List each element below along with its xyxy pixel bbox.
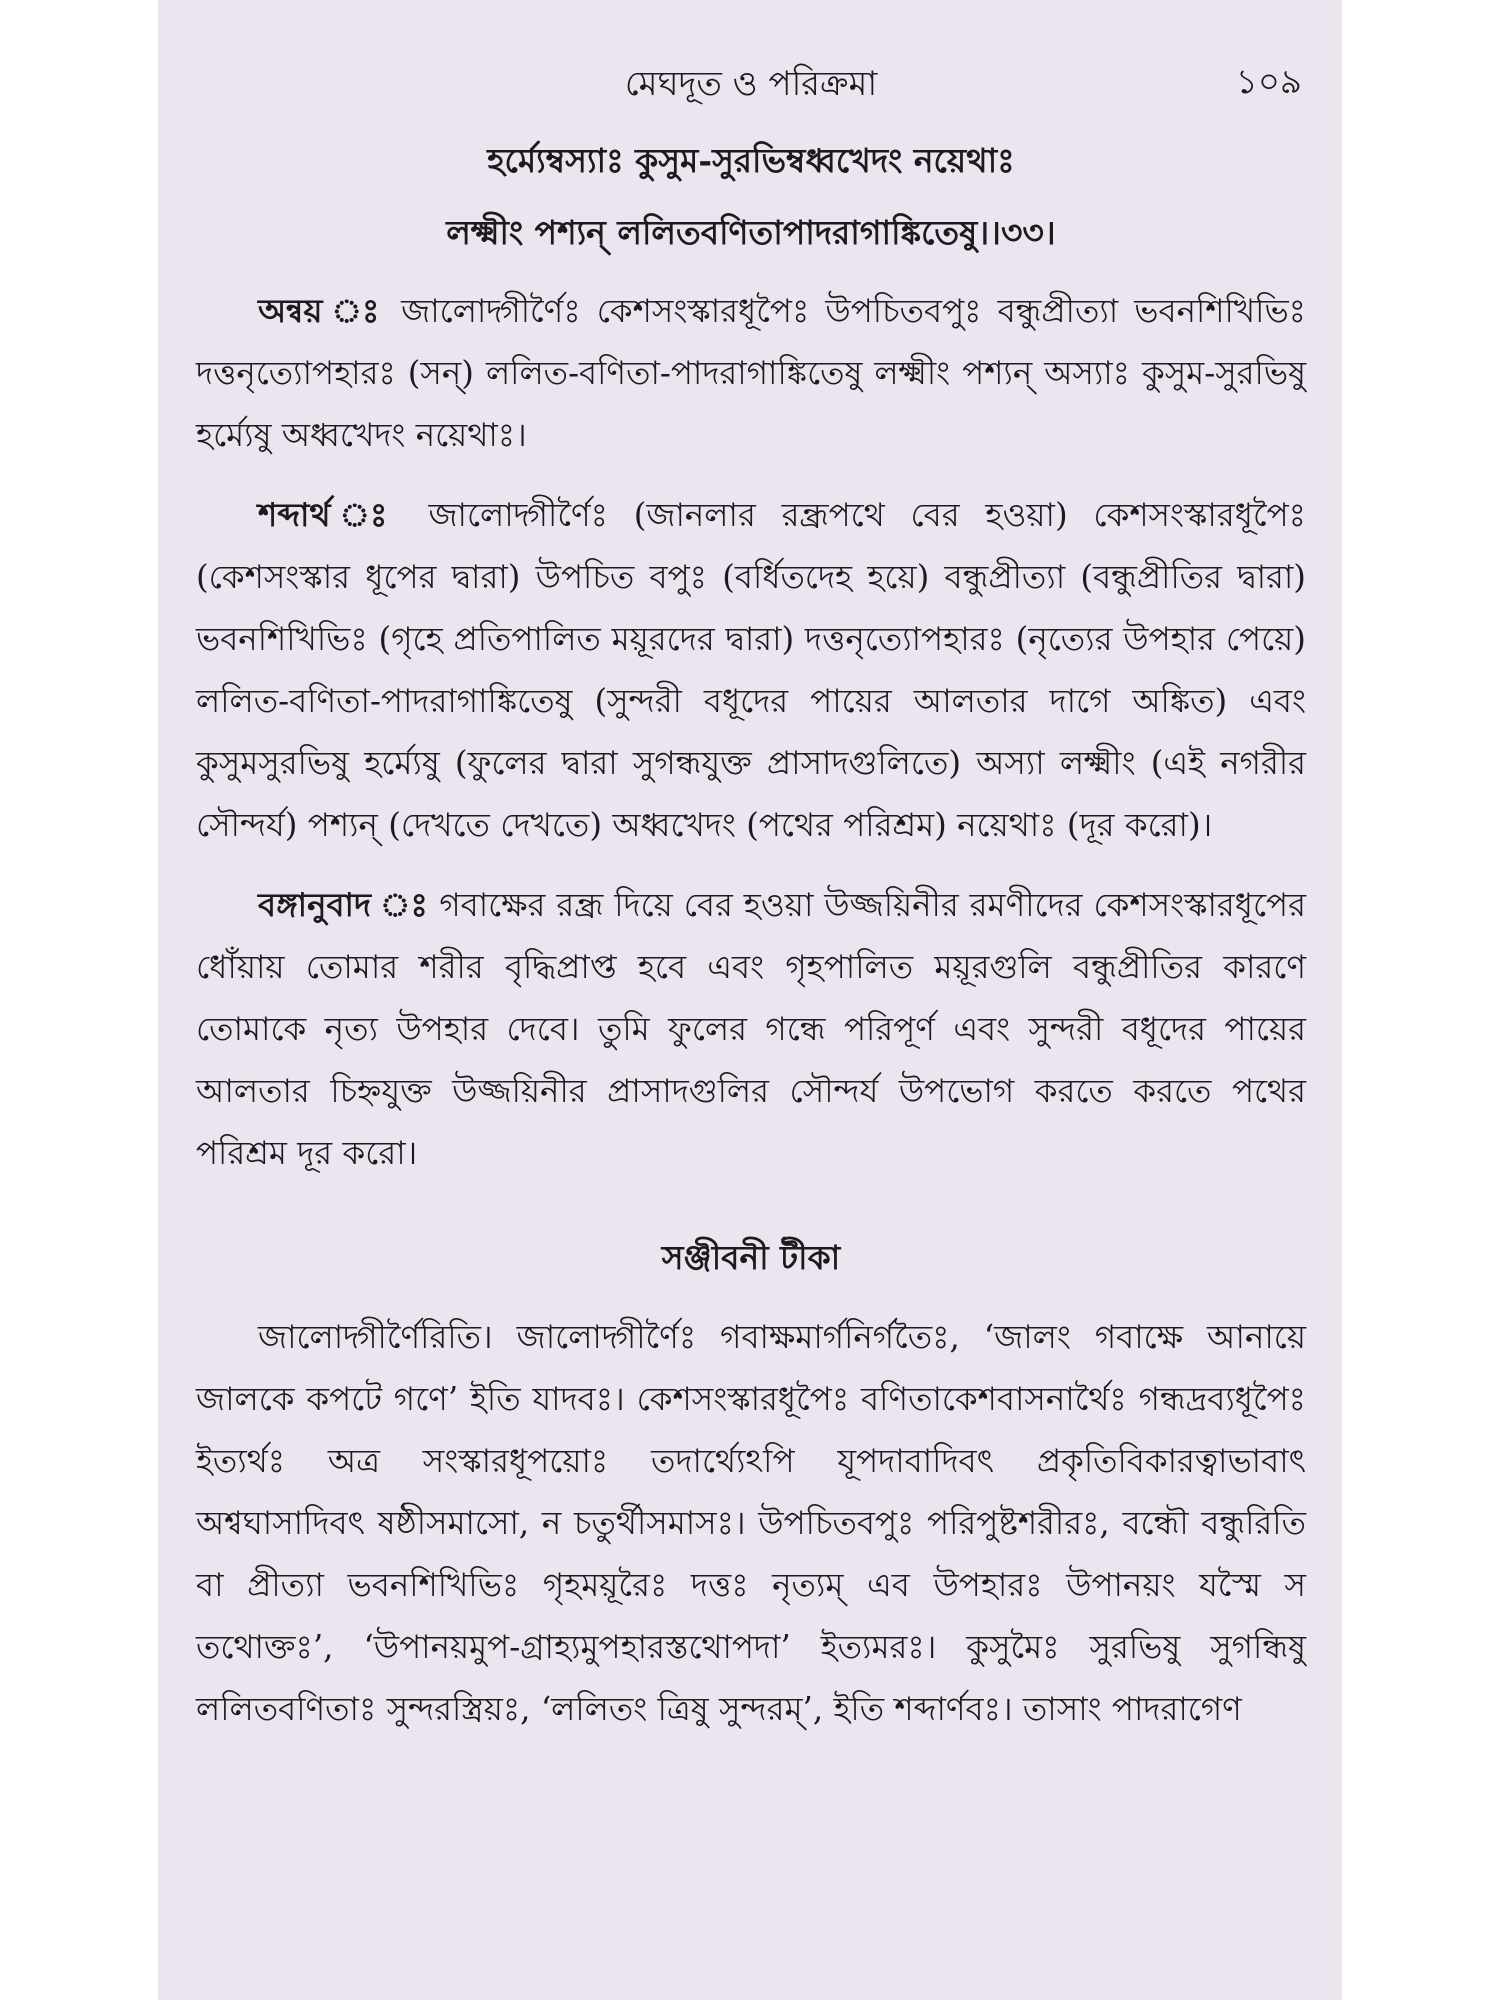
verse-line-1: হর্ম্যেম্বস্যাঃ কুসুম-সুরভিম্বধ্বখেদং নয়েথাঃ — [487, 141, 1015, 180]
translation-paragraph — [196, 874, 1306, 1184]
running-title: মেঘদূত ও পরিক্রমা — [624, 64, 878, 104]
page-number: ১০৯ — [1235, 62, 1302, 102]
translation-term: বঙ্গানুবাদ ঃ — [258, 885, 429, 924]
commentary-text: জালোদ্গীর্ণৈরিতি। জালোদ্গীর্ণৈঃ গবাক্ষমার্গনির্গতৈঃ, ‘জালং গবাক্ষে আনায়ে জালকে কপটে গণে’ ইতি যাদবঃ। কেশসংস্কারধূপৈঃ বণিতাকেশবাসনার্থৈঃ গন্ধদ্রব্যধূপৈঃ ইত্যর্থঃ অত্র সংস্কারধূপয়োঃ তদার্থ্যেঽপি যূপদাবাদিবৎ প্রকৃতিবিকারত্বাভাবাৎ অশ্বঘাসাদিবৎ ষষ্ঠীসমাসো, ন চতুর্থীসমাসঃ। উপচিতবপুঃ পরিপুষ্টশরীরঃ, বন্ধৌ বন্ধুরিতি বা প্রীত্যা ভবনশিখিভিঃ গৃহময়ূরৈঃ দত্তঃ নৃত্যম্ এব উপহারঃ উপানয়ং যস্মৈ স তথোক্তঃ’, ‘উপানয়মুপ-গ্রাহ্যমুপহারস্তথোপদা’ ইত্যমরঃ। কুসুমৈঃ সুরভিষু সুগন্ধিষু ললিতবণিতাঃ সুন্দরস্ত্রিয়ঃ, ‘ললিতং ত্রিষু সুন্দরম্’, ইতি শব্দার্ণবঃ। তাসাং পাদরাগেণ — [196, 1318, 1306, 1728]
anvaya-paragraph — [196, 280, 1306, 466]
anvaya-text: জালোদ্গীর্ণৈঃ কেশসংস্কারধূপৈঃ উপচিতবপুঃ বন্ধুপ্রীত্যা ভবনশিখিভিঃ দত্তনৃত্যোপহারঃ (সন্) ললিত-বণিতা-পাদরাগাঙ্কিতেষু লক্ষ্মীং পশ্যন্ অস্যাঃ কুসুম-সুরভিষু হর্ম্যেষু অধ্বখেদং নয়েথাঃ। — [196, 292, 1306, 454]
commentary-paragraph — [196, 1306, 1306, 1740]
shabdartha-paragraph — [196, 484, 1306, 856]
shabdartha-term: শব্দার্থ ঃ — [258, 495, 403, 534]
verse-line-2: লক্ষ্মীং পশ্যন্ ললিতবণিতাপাদরাগাঙ্কিতেষু।।৩৩। — [446, 213, 1056, 252]
translation-text: গবাক্ষের রন্ধ্র দিয়ে বের হওয়া উজ্জয়িনীর রমণীদের কেশসংস্কারধূপের ধোঁয়ায় তোমার শরীর বৃদ্ধিপ্রাপ্ত হবে এবং গৃহপালিত ময়ূরগুলি বন্ধুপ্রীতির কারণে তোমাকে নৃত্য উপহার দেবে। তুমি ফুলের গন্ধে পরিপূর্ণ এবং সুন্দরী বধূদের পায়ের আলতার চিহ্নযুক্ত উজ্জয়িনীর প্রাসাদগুলির সৌন্দর্য উপভোগ করতে করতে পথের পরিশ্রম দূর করো। — [196, 886, 1306, 1172]
anvaya-term: অন্বয় ঃ — [258, 291, 386, 330]
book-page — [158, 0, 1342, 2000]
running-head — [196, 58, 1306, 118]
shabdartha-text: জালোদ্গীর্ণৈঃ (জানলার রন্ধ্রপথে বের হওয়া) কেশসংস্কারধূপৈঃ (কেশসংস্কার ধূপের দ্বারা) উপচিত বপুঃ (বর্ধিতদেহ হয়ে) বন্ধুপ্রীত্যা (বন্ধুপ্রীতির দ্বারা) ভবনশিখিভিঃ (গৃহে প্রতিপালিত ময়ূরদের দ্বারা) দত্তনৃত্যোপহারঃ (নৃত্যের উপহার পেয়ে) ললিত-বণিতা-পাদরাগাঙ্কিতেষু (সুন্দরী বধূদের পায়ের আলতার দাগে অঙ্কিত) এবং কুসুমসুরভিষু হর্ম্যেষু (ফুলের দ্বারা সুগন্ধযুক্ত প্রাসাদগুলিতে) অস্যা লক্ষ্মীং (এই নগরীর সৌন্দর্য) পশ্যন্ (দেখতে দেখতে) অধ্বখেদং (পথের পরিশ্রম) নয়েথাঃ (দূর করো)। — [196, 496, 1306, 844]
commentary-heading: সঞ্জীবনী টীকা — [661, 1238, 841, 1277]
verse-block — [196, 136, 1306, 258]
